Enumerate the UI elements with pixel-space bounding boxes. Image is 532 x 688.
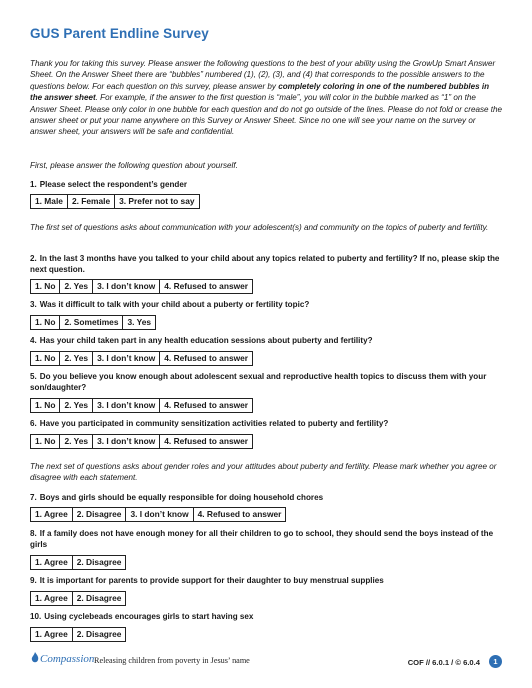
option[interactable]: 1. No (35, 436, 56, 446)
question-6 (30, 418, 505, 429)
option[interactable]: 1. Agree (35, 593, 68, 603)
option[interactable]: 1. Agree (35, 557, 68, 567)
option[interactable]: 3. I don’t know (92, 352, 159, 365)
section-intro-2: The first set of questions asks about communication with your adolescent(s) and community on the topics of puberty and fertility. (30, 223, 489, 232)
options-q2 (30, 279, 253, 294)
question-text: Do you believe you know enough about adolescent sexual and reproductive health topics to discuss them with your son/daughter? (30, 372, 487, 393)
option[interactable]: 2. Disagree (72, 592, 126, 605)
question-number: 6. (30, 419, 37, 428)
intro-text-bold: completely coloring in one of the numbered bubbles in the answer sheet (30, 81, 490, 103)
question-text: If a family does not have enough money for all their children to go to school, they should send the boys instead of the girls (30, 529, 494, 550)
question-3 (30, 299, 505, 310)
option[interactable]: 1. No (35, 281, 56, 291)
page-number-badge: 1 (489, 655, 502, 668)
option[interactable]: 2. Sometimes (59, 316, 122, 329)
question-8 (30, 528, 505, 551)
option[interactable]: 4. Refused to answer (159, 352, 252, 365)
options-q10 (30, 627, 126, 642)
option[interactable]: 4. Refused to answer (159, 399, 252, 412)
option[interactable]: 4. Refused to answer (159, 435, 252, 448)
section-intro-3: The next set of questions asks about gender roles and your attitudes about puberty and fertility. Please mark whether you agree or disagree with each statement. (30, 462, 497, 483)
option[interactable]: 1. Agree (35, 509, 68, 519)
options-q1 (30, 194, 200, 209)
intro-text-1: Thank you for taking this survey. Please answer the following questions to the best of your ability using the GrowUp Smart Answer Sheet. On the Answer Sheet there are “bubbles” numbered (1), (2), (3), and (4) that corresponds to the possible answers to the questions below. For each question on this survey, please answer by (30, 59, 496, 91)
option[interactable]: 1. No (35, 317, 56, 327)
intro-text-2: . For example, if the answer to the first question is “male”, you will color in the bubble marked as “1” on the Answer Sheet. Please only color in one bubble for each question and do not go outside of the lines. Please do not fold or crease the answer sheet or put your name anywhere on this Survey or Answer Sheet. Since no one will see your name on the survey or answer sheet, your answers will be safe and confidential. (30, 93, 502, 137)
footer-reference: COF // 6.0.1 / © 6.0.4 (407, 658, 480, 667)
option[interactable]: 2. Yes (59, 399, 92, 412)
question-text: Was it difficult to talk with your child about a puberty or fertility topic? (39, 300, 310, 309)
question-text: Have you participated in community sensitization activities related to puberty and fertility? (39, 419, 389, 428)
option[interactable]: 1. Male (35, 196, 63, 206)
question-7 (30, 492, 505, 503)
question-text: Boys and girls should be equally responsible for doing household chores (39, 493, 324, 502)
option[interactable]: 1. No (35, 353, 56, 363)
question-5 (30, 371, 505, 394)
question-text: Has your child taken part in any health education sessions about puberty and fertility? (39, 336, 373, 345)
options-q5 (30, 398, 253, 413)
question-number: 8. (30, 529, 37, 538)
logo-flame-icon (30, 652, 40, 664)
option[interactable]: 2. Female (67, 195, 114, 208)
logo-text: Compassion (40, 653, 95, 665)
question-number: 1. (30, 180, 37, 189)
option[interactable]: 1. No (35, 400, 56, 410)
options-q6 (30, 434, 253, 449)
question-number: 10. (30, 612, 42, 621)
options-q4 (30, 351, 253, 366)
option[interactable]: 2. Disagree (72, 508, 126, 521)
question-1 (30, 179, 505, 190)
option[interactable]: 2. Yes (59, 435, 92, 448)
question-number: 2. (30, 254, 37, 263)
footer-tagline: Releasing children from poverty in Jesus’ name (94, 656, 250, 665)
option[interactable]: 3. I don’t know (125, 508, 192, 521)
options-q9 (30, 591, 126, 606)
question-text: It is important for parents to provide support for their daughter to buy menstrual supplies (39, 576, 384, 585)
question-text: Please select the respondent’s gender (39, 180, 188, 189)
question-10 (30, 611, 505, 622)
option[interactable]: 4. Refused to answer (193, 508, 286, 521)
options-q8 (30, 555, 126, 570)
option[interactable]: 2. Yes (59, 280, 92, 293)
option[interactable]: 3. I don’t know (92, 435, 159, 448)
question-number: 5. (30, 372, 37, 381)
question-text: Using cyclebeads encourages girls to start having sex (44, 612, 254, 621)
footer (30, 650, 502, 676)
question-2 (30, 253, 505, 276)
intro-paragraph (30, 58, 502, 138)
page-title: GUS Parent Endline Survey (30, 26, 209, 41)
option[interactable]: 3. I don’t know (92, 280, 159, 293)
question-number: 7. (30, 493, 37, 502)
option[interactable]: 3. Prefer not to say (114, 195, 198, 208)
options-q3 (30, 315, 156, 330)
options-q7 (30, 507, 286, 522)
option[interactable]: 2. Yes (59, 352, 92, 365)
compassion-logo (30, 652, 94, 665)
option[interactable]: 1. Agree (35, 629, 68, 639)
option[interactable]: 3. Yes (122, 316, 155, 329)
option[interactable]: 4. Refused to answer (159, 280, 252, 293)
question-9 (30, 575, 505, 586)
option[interactable]: 2. Disagree (72, 556, 126, 569)
question-note: If no, please skip the next question. (30, 254, 500, 275)
section-intro-1: First, please answer the following question about yourself. (30, 161, 238, 170)
question-number: 3. (30, 300, 37, 309)
question-text: In the last 3 months have you talked to your child about any topics related to puberty and fertility? (39, 254, 418, 263)
question-number: 9. (30, 576, 37, 585)
question-4 (30, 335, 505, 346)
question-number: 4. (30, 336, 37, 345)
option[interactable]: 3. I don’t know (92, 399, 159, 412)
option[interactable]: 2. Disagree (72, 628, 126, 641)
